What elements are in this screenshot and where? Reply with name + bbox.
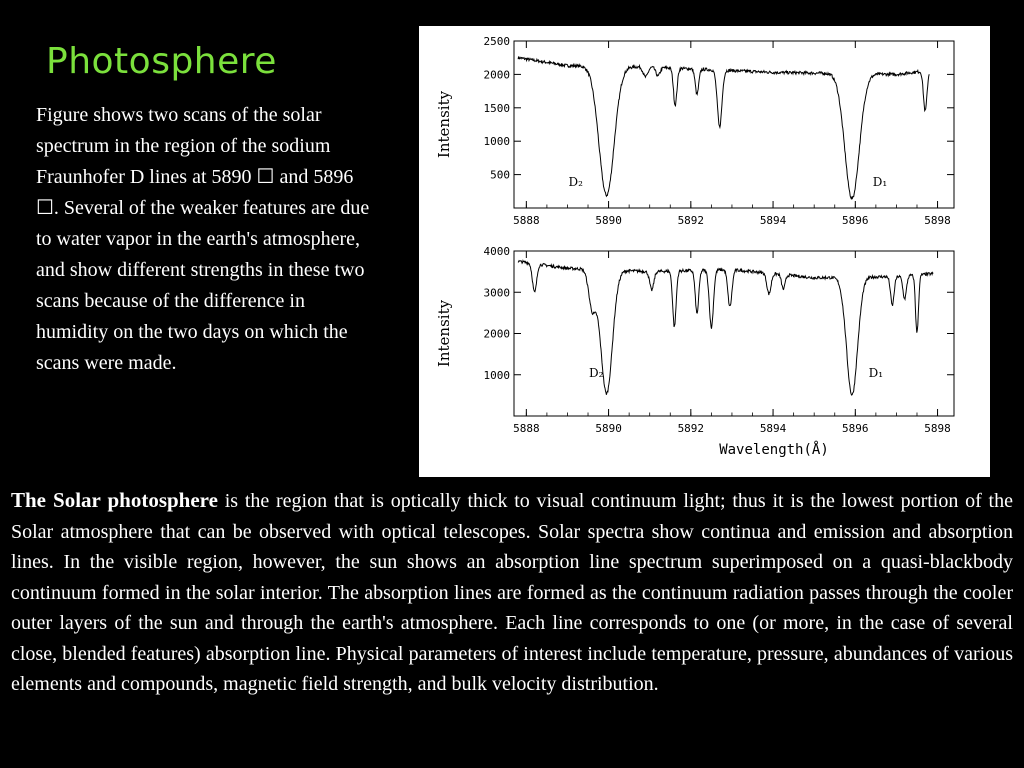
- y-tick-label: 2500: [483, 35, 510, 48]
- x-tick-label: 5894: [759, 214, 787, 227]
- x-tick-label: 5888: [513, 214, 540, 227]
- y-tick-label: 3000: [483, 286, 510, 300]
- line-annotation: D₂: [568, 174, 583, 189]
- x-tick-label: 5892: [677, 214, 705, 227]
- x-tick-label: 5898: [924, 214, 951, 227]
- line-annotation: D₂: [589, 365, 604, 380]
- x-tick-label: 5898: [924, 422, 951, 435]
- y-tick-label: 1000: [483, 135, 510, 149]
- x-axis-label: Wavelength(Å): [719, 442, 829, 458]
- spectrum-figure: [419, 26, 990, 477]
- x-tick-label: 5890: [595, 422, 622, 435]
- line-annotation: D₁: [872, 174, 888, 189]
- y-axis-label: Intensity: [435, 90, 453, 159]
- y-axis-label: Intensity: [435, 299, 453, 368]
- figure-caption: Figure shows two scans of the solar spectrum in the region of the sodium Fraunhofer D lines at 5890 ☐ and 5896 ☐. Several of the weaker features are due to water vapor in the earth's atmosphere, and show different strengths in these two scans because of the difference in humidity on the two days on which the scans were made.: [36, 104, 370, 374]
- y-tick-label: 1000: [483, 368, 510, 382]
- spectra-chart: [419, 26, 990, 477]
- y-tick-label: 1500: [483, 101, 510, 115]
- y-tick-label: 500: [490, 168, 510, 182]
- y-tick-label: 2000: [483, 327, 510, 341]
- x-tick-label: 5896: [842, 422, 869, 435]
- x-tick-label: 5888: [513, 422, 540, 435]
- body-text: is the region that is optically thick to visual continuum light; thus it is the lowest portion of the Solar atmosphere that can be observed with optical telescopes. Solar spectra show continua and emission and absorption lines. In the visible region, however, the sun shows an absorption line spectrum superimposed on a quasi-blackbody continuum formed in the solar interior. The absorption lines are formed as the continuum radiation passes through the cooler outer layers of the sun and through the earth's atmosphere. Each line corresponds to one (or more, in the case of several close, blended features) absorption line. Physical parameters of interest include temperature, pressure, abundances of various elements and compounds, magnetic field strength, and bulk velocity distribution.: [11, 490, 1013, 695]
- x-tick-label: 5890: [595, 214, 622, 227]
- x-tick-label: 5892: [677, 422, 705, 435]
- x-tick-label: 5894: [759, 422, 787, 435]
- line-annotation: D₁: [868, 365, 884, 380]
- slide-title: Photosphere: [46, 41, 277, 82]
- x-tick-label: 5896: [842, 214, 869, 227]
- y-tick-label: 4000: [483, 245, 510, 258]
- body-lead: The Solar photosphere: [11, 488, 218, 512]
- y-tick-label: 2000: [483, 68, 510, 82]
- body-paragraph: [11, 485, 1013, 700]
